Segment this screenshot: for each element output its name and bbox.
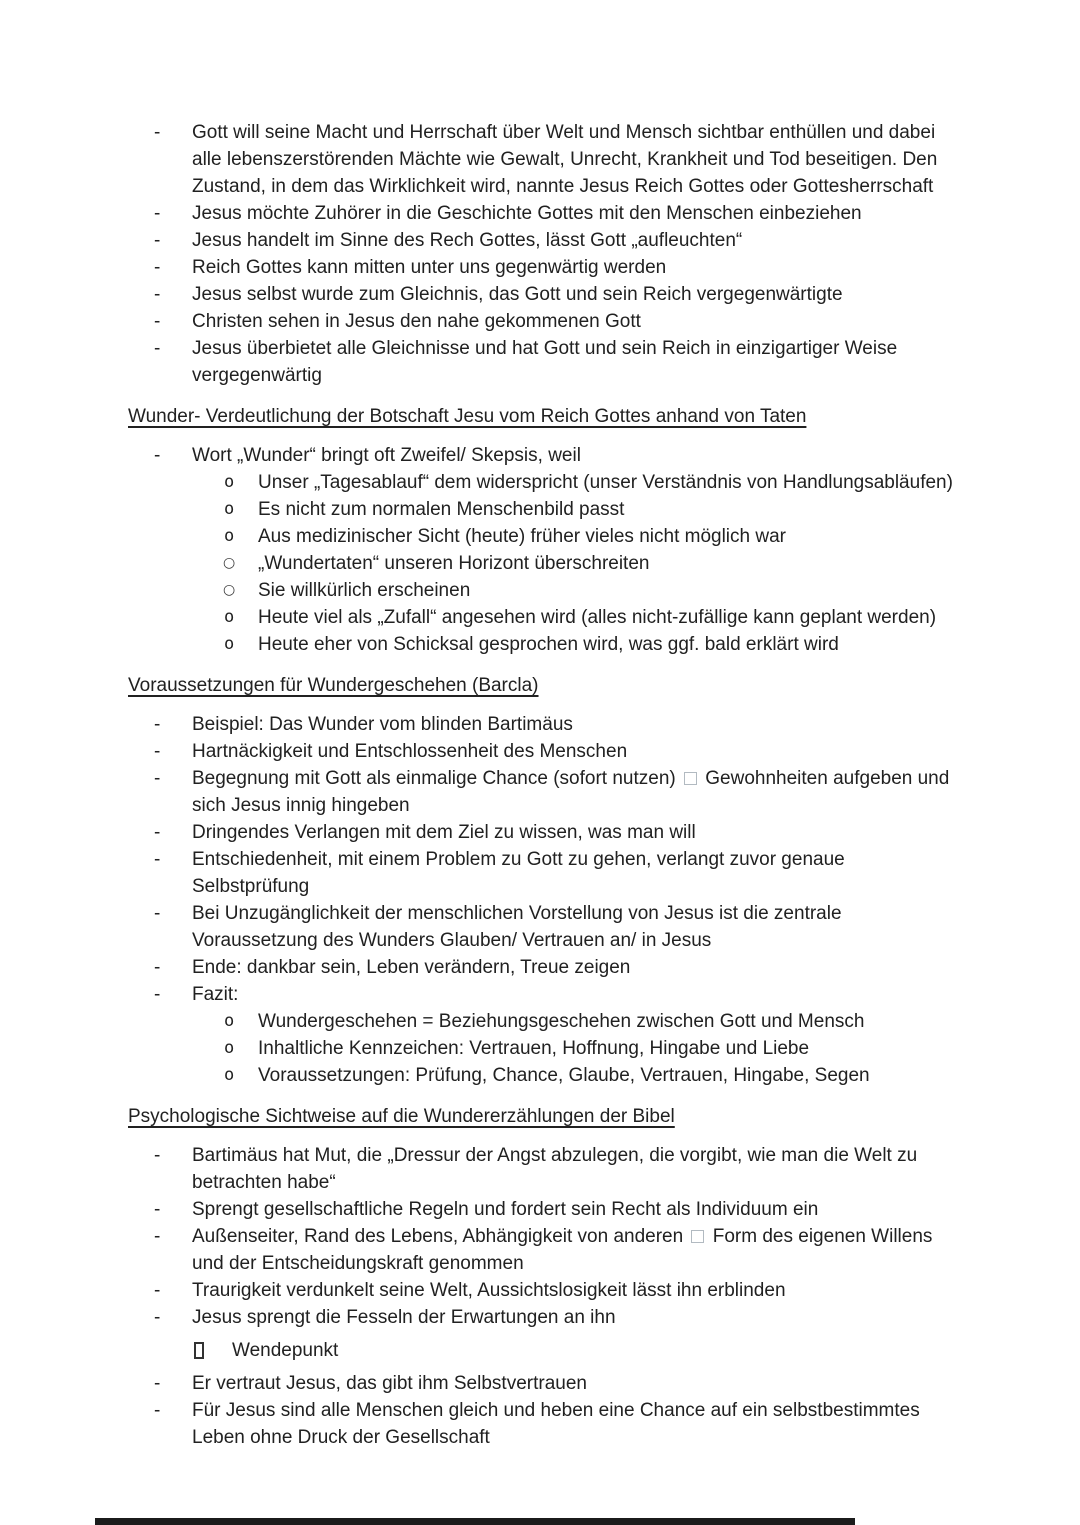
heading-wunder: Wunder- Verdeutlichung der Botschaft Jesu vom Reich Gottes anhand von Taten [128, 406, 807, 427]
list-item-text: Reich Gottes kann mitten unter uns gegenwärtig werden [192, 257, 667, 278]
list-item-text: Jesus sprengt die Fesseln der Erwartungen an ihn [192, 1307, 616, 1328]
list-item [128, 1223, 954, 1277]
o-bullet-icon: o [224, 1065, 235, 1085]
list-item [128, 550, 954, 577]
list-item [128, 900, 954, 954]
dash-bullet-icon: - [154, 284, 161, 305]
missing-glyph-box-icon [691, 1230, 704, 1243]
voraussetzungen-list [128, 711, 954, 1089]
dash-bullet-icon: - [154, 203, 161, 224]
o-bullet-icon: o [224, 499, 235, 519]
circle-bullet-icon: ○ [223, 555, 236, 571]
dash-bullet-icon: - [154, 1145, 161, 1166]
list-item-text: Fazit: [192, 984, 239, 1005]
list-item-text: Für Jesus sind alle Menschen gleich und heben eine Chance auf ein selbstbestimmtes Leben ohne Druck der Gesellschaft [192, 1400, 920, 1448]
dash-bullet-icon: - [154, 1373, 161, 1394]
list-item [128, 1370, 954, 1397]
dash-bullet-icon: - [154, 1400, 161, 1421]
o-bullet-icon: o [224, 526, 235, 546]
list-item [128, 335, 954, 389]
list-item [128, 200, 954, 227]
o-bullet-icon: o [224, 607, 235, 627]
circle-bullet-icon: ○ [223, 582, 236, 598]
list-item-text: Außenseiter, Rand des Lebens, Abhängigkeit von anderen Form des eigenen Willens und der Entscheidungskraft genommen [192, 1226, 933, 1274]
list-item [128, 308, 954, 335]
dash-bullet-icon: - [154, 338, 161, 359]
list-item [128, 577, 954, 604]
list-item-text: Gott will seine Macht und Herrschaft über Welt und Mensch sichtbar enthüllen und dabei alle lebenszerstörenden Mächte wie Gewalt, Unrecht, Krankheit und Tod beseitigen. Den Zustand, in dem das Wirklichkeit wird, nannte Jesus Reich Gottes oder Gottesherrschaft [192, 122, 938, 197]
list-item [128, 631, 954, 658]
list-item [128, 819, 954, 846]
next-page-table-edge [95, 1518, 855, 1525]
list-item [128, 765, 954, 819]
list-item [128, 469, 954, 496]
list-item [128, 1397, 954, 1451]
dash-bullet-icon: - [154, 1307, 161, 1328]
dash-bullet-icon: - [154, 741, 161, 762]
list-item-text: Voraussetzungen: Prüfung, Chance, Glaube, Vertrauen, Hingabe, Segen [258, 1065, 870, 1086]
list-item-text: Jesus überbietet alle Gleichnisse und hat Gott und sein Reich in einzigartiger Weise vergegenwärtig [192, 338, 898, 386]
list-item-text: Sie willkürlich erscheinen [258, 580, 471, 601]
heading-psychologische-sichtweise: Psychologische Sichtweise auf die Wundererzählungen der Bibel [128, 1106, 675, 1127]
list-item [128, 846, 954, 900]
list-item [128, 1062, 954, 1089]
list-item-text: Jesus handelt im Sinne des Rech Gottes, lässt Gott „aufleuchten“ [192, 230, 743, 251]
list-item-text: Jesus möchte Zuhörer in die Geschichte Gottes mit den Menschen einbeziehen [192, 203, 862, 224]
list-item-text: Bei Unzugänglichkeit der menschlichen Vorstellung von Jesus ist die zentrale Voraussetzung des Wunders Glauben/ Vertrauen an/ in Jesus [192, 903, 842, 951]
list-item-text: Inhaltliche Kennzeichen: Vertrauen, Hoffnung, Hingabe und Liebe [258, 1038, 810, 1059]
dash-bullet-icon: - [154, 768, 161, 789]
psychologische-list [128, 1142, 954, 1451]
list-item-text: Ende: dankbar sein, Leben verändern, Treue zeigen [192, 957, 631, 978]
list-item-text: Beispiel: Das Wunder vom blinden Bartimäus [192, 714, 573, 735]
dash-bullet-icon: - [154, 903, 161, 924]
missing-glyph-box-icon [684, 772, 697, 785]
dash-bullet-icon: - [154, 984, 161, 1005]
list-item [128, 119, 954, 200]
list-item-text: Heute eher von Schicksal gesprochen wird, was ggf. bald erklärt wird [258, 634, 839, 655]
wunder-skepsis-list [128, 442, 954, 658]
dash-bullet-icon: - [154, 1280, 161, 1301]
dash-bullet-icon: - [154, 230, 161, 251]
list-item-text: Bartimäus hat Mut, die „Dressur der Angst abzulegen, die vorgibt, wie man die Welt zu betrachten habe“ [192, 1145, 918, 1193]
list-item-text: Jesus selbst wurde zum Gleichnis, das Gott und sein Reich vergegenwärtigte [192, 284, 843, 305]
list-item [128, 281, 954, 308]
dash-bullet-icon: - [154, 1226, 161, 1247]
list-item-text: Es nicht zum normalen Menschenbild passt [258, 499, 625, 520]
list-item [128, 711, 954, 738]
dash-bullet-icon: - [154, 714, 161, 735]
o-bullet-icon: o [224, 472, 235, 492]
list-item [128, 1035, 954, 1062]
list-item-text: Traurigkeit verdunkelt seine Welt, Aussichtslosigkeit lässt ihn erblinden [192, 1280, 786, 1301]
dash-bullet-icon: - [154, 822, 161, 843]
heading-voraussetzungen: Voraussetzungen für Wundergeschehen (Barcla) [128, 675, 539, 696]
dash-bullet-icon: - [154, 849, 161, 870]
list-item [128, 227, 954, 254]
list-item [128, 1304, 954, 1331]
list-item [128, 523, 954, 550]
list-item [128, 981, 954, 1008]
dash-bullet-icon: - [154, 445, 161, 466]
list-item-text: Begegnung mit Gott als einmalige Chance (sofort nutzen) Gewohnheiten aufgeben und sich Jesus innig hingeben [192, 768, 950, 816]
reich-gottes-continuation-list [128, 119, 954, 389]
missing-glyph-rect-bullet-icon [194, 1342, 204, 1359]
list-item [128, 1196, 954, 1223]
list-item-text: Entschiedenheit, mit einem Problem zu Gott zu gehen, verlangt zuvor genaue Selbstprüfung [192, 849, 845, 897]
list-item-text: Wendepunkt [232, 1340, 339, 1361]
list-item-text: Aus medizinischer Sicht (heute) früher vieles nicht möglich war [258, 526, 786, 547]
list-item [128, 738, 954, 765]
list-item [128, 1337, 954, 1364]
list-item [128, 1277, 954, 1304]
list-item-text: „Wundertaten“ unseren Horizont überschreiten [258, 553, 650, 574]
list-item [128, 442, 954, 469]
list-item-text: Dringendes Verlangen mit dem Ziel zu wissen, was man will [192, 822, 696, 843]
dash-bullet-icon: - [154, 122, 161, 143]
list-item [128, 954, 954, 981]
list-item-text: Christen sehen in Jesus den nahe gekommenen Gott [192, 311, 641, 332]
list-item [128, 254, 954, 281]
list-item-text: Unser „Tagesablauf“ dem widerspricht (unser Verständnis von Handlungsabläufen) [258, 472, 953, 493]
list-item [128, 1142, 954, 1196]
list-item-text: Wort „Wunder“ bringt oft Zweifel/ Skepsis, weil [192, 445, 581, 466]
list-item [128, 496, 954, 523]
list-item-text: Heute viel als „Zufall“ angesehen wird (alles nicht-zufällige kann geplant werden) [258, 607, 937, 628]
o-bullet-icon: o [224, 1011, 235, 1031]
o-bullet-icon: o [224, 1038, 235, 1058]
dash-bullet-icon: - [154, 1199, 161, 1220]
list-item [128, 1008, 954, 1035]
document-content [128, 119, 954, 1451]
list-item-text: Hartnäckigkeit und Entschlossenheit des Menschen [192, 741, 628, 762]
dash-bullet-icon: - [154, 311, 161, 332]
list-item-text: Wundergeschehen = Beziehungsgeschehen zwischen Gott und Mensch [258, 1011, 865, 1032]
list-item-text: Er vertraut Jesus, das gibt ihm Selbstvertrauen [192, 1373, 587, 1394]
list-item [128, 604, 954, 631]
list-item-text: Sprengt gesellschaftliche Regeln und fordert sein Recht als Individuum ein [192, 1199, 819, 1220]
dash-bullet-icon: - [154, 257, 161, 278]
dash-bullet-icon: - [154, 957, 161, 978]
o-bullet-icon: o [224, 634, 235, 654]
